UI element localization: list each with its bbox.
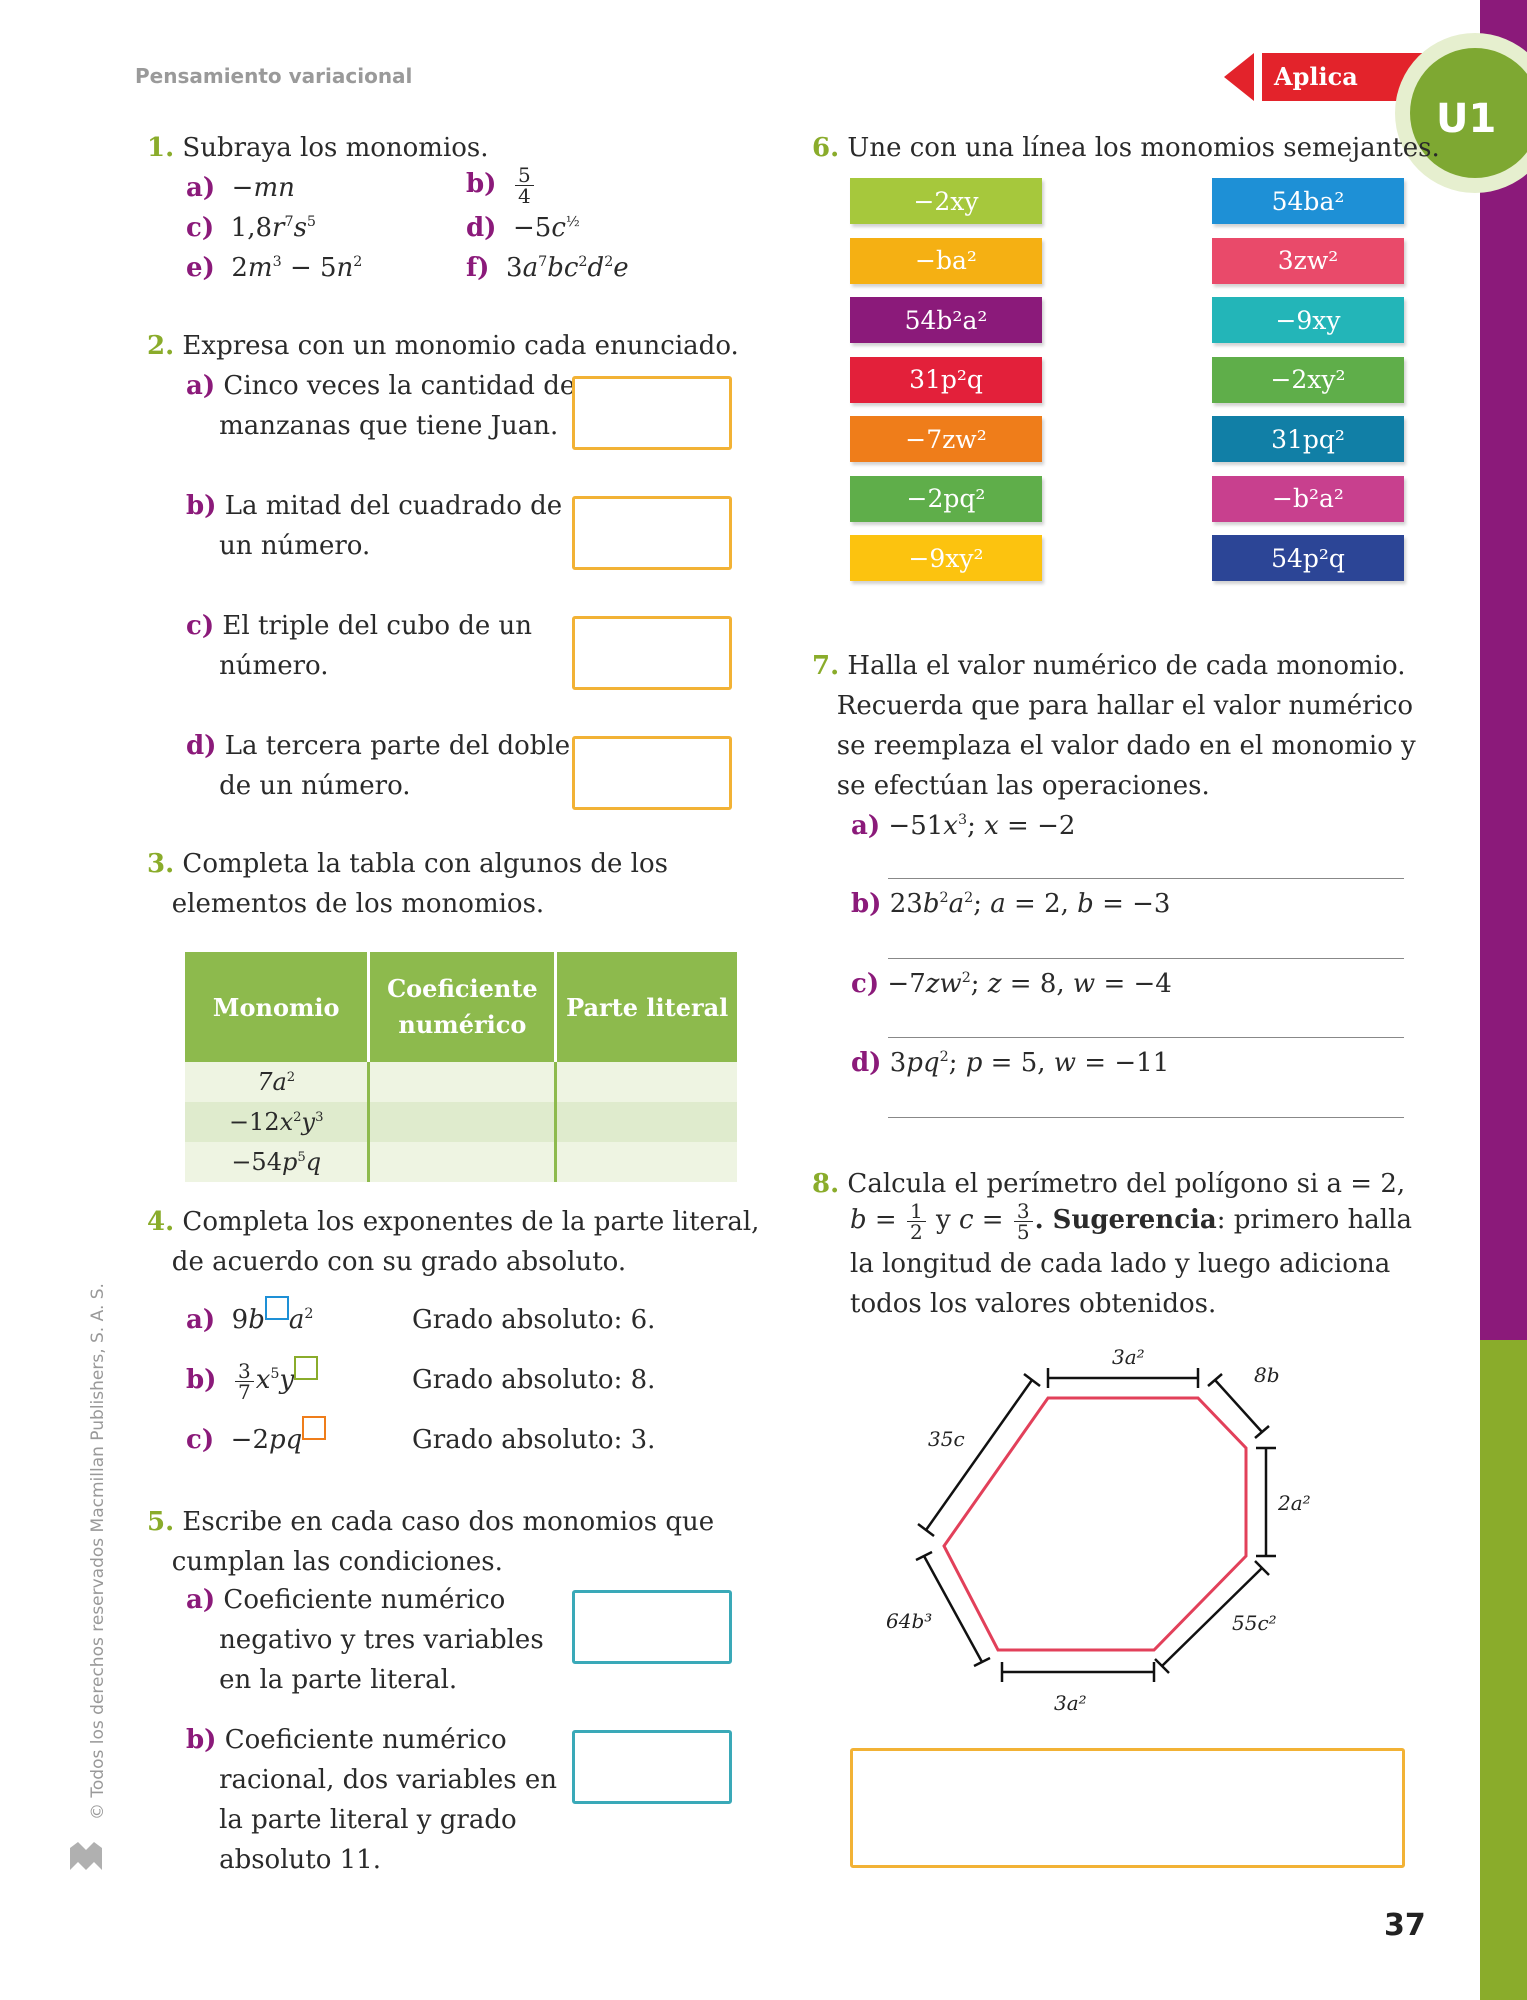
exponent-box[interactable] bbox=[265, 1296, 289, 1320]
ex7-item-b: b) $23b^2a^2$; a = 2, b = −3 bbox=[851, 889, 1171, 919]
monomial-chip-left[interactable]: 31p²q bbox=[850, 357, 1042, 403]
answer-box-5b[interactable] bbox=[572, 1730, 732, 1804]
table-header-coeficiente: Coeficiente numérico bbox=[369, 952, 556, 1062]
ex5-item-a: a) Coeficiente numérico negativo y tres variables en la parte literal. bbox=[186, 1585, 544, 1695]
ex1-item-e: e) $2m^3 - 5n^2$ bbox=[186, 253, 363, 283]
table-cell-input[interactable] bbox=[369, 1102, 556, 1142]
ex5-title: 5. Escribe en cada caso dos monomios que cumplan las condiciones. bbox=[147, 1507, 715, 1577]
ex5-item-b: b) Coeficiente numérico racional, dos variables en la parte literal y grado absoluto 11. bbox=[186, 1725, 558, 1875]
ex4-item-c: c) −2pq bbox=[186, 1420, 326, 1460]
publisher-logo-icon bbox=[68, 1840, 104, 1872]
ex3-title: 3. Completa la tabla con algunos de los elementos de los monomios. bbox=[147, 849, 668, 919]
monomial-chip-left[interactable]: −2xy bbox=[850, 178, 1042, 224]
monomial-chip-left[interactable]: −9xy² bbox=[850, 535, 1042, 581]
label-top-right: 8b bbox=[1254, 1363, 1280, 1387]
ex7-title: 7. Halla el valor numérico de cada monomio. Recuerda que para hallar el valor numérico se reemplaza el valor dado en el monomio y se efectúan las operaciones. bbox=[812, 651, 1416, 801]
answer-line-7b[interactable] bbox=[888, 958, 1404, 959]
exponent-box[interactable] bbox=[302, 1416, 326, 1440]
label-bottom-right: 55c² bbox=[1232, 1611, 1277, 1635]
aplica-tab-arrow bbox=[1224, 53, 1254, 101]
table-header-monomio: Monomio bbox=[185, 952, 369, 1062]
answer-box-5a[interactable] bbox=[572, 1590, 732, 1664]
label-right: 2a² bbox=[1278, 1491, 1311, 1515]
answer-box-2a[interactable] bbox=[572, 376, 732, 450]
table-header-parte-literal: Parte literal bbox=[566, 992, 729, 1022]
polygon-diagram bbox=[880, 1320, 1330, 1720]
ex1-title: 1. Subraya los monomios. bbox=[147, 133, 489, 163]
fraction: $\frac{5}{4}$ bbox=[515, 165, 534, 206]
monomial-chip-right[interactable]: −b²a² bbox=[1212, 476, 1404, 522]
ex4-item-a: a) 9b $a^2$ bbox=[186, 1300, 314, 1340]
table-cell-input[interactable] bbox=[369, 1142, 556, 1182]
ex4-title: 4. Completa los exponentes de la parte literal, de acuerdo con su grado absoluto. bbox=[147, 1207, 760, 1277]
answer-box-2d[interactable] bbox=[572, 736, 732, 810]
ex8-line4: todos los valores obtenidos. bbox=[850, 1289, 1217, 1319]
ex4-grade-a: Grado absoluto: 6. bbox=[412, 1305, 656, 1335]
answer-box-2b[interactable] bbox=[572, 496, 732, 570]
ex1-item-c: c) $1,8r^7s^5$ bbox=[186, 213, 317, 243]
label-bottom: 3a² bbox=[1054, 1691, 1087, 1715]
ex2-item-b: b) La mitad del cuadrado de un número. bbox=[186, 491, 563, 561]
ex8-line3: la longitud de cada lado y luego adiciona bbox=[850, 1249, 1391, 1279]
label-top-left: 35c bbox=[928, 1427, 965, 1451]
answer-line-7c[interactable] bbox=[888, 1037, 1404, 1038]
copyright-text: © Todos los derechos reservados Macmillan Publishers, S. A. S. bbox=[88, 1283, 108, 1820]
ex8-title: 8. Calcula el perímetro del polígono si a = 2, bbox=[812, 1169, 1406, 1199]
answer-line-7d[interactable] bbox=[888, 1117, 1404, 1118]
monomial-chip-left[interactable]: −2pq² bbox=[850, 476, 1042, 522]
polygon-shape bbox=[944, 1398, 1246, 1650]
ex2-item-c: c) El triple del cubo de un número. bbox=[186, 611, 533, 681]
label-bottom-left: 64b³ bbox=[886, 1609, 933, 1633]
ex4-grade-c: Grado absoluto: 3. bbox=[412, 1425, 656, 1455]
ex2-item-a: a) Cinco veces la cantidad de manzanas que tiene Juan. bbox=[186, 371, 576, 441]
ex8-line2: b = $\frac{1}{2}$ y c = $\frac{3}{5}$ . Sugerencia: primero halla bbox=[850, 1198, 1412, 1244]
aplica-tab-label: Aplica bbox=[1274, 62, 1358, 91]
monomial-chip-left[interactable]: −ba² bbox=[850, 238, 1042, 284]
ex2-title: 2. Expresa con un monomio cada enunciado. bbox=[147, 331, 739, 361]
monomial-chip-right[interactable]: 54p²q bbox=[1212, 535, 1404, 581]
ex1-item-b: b) $\frac{5}{4}$ bbox=[466, 164, 536, 206]
ex1-item-f: f) $3a^7bc^2d^2e$ bbox=[466, 253, 629, 283]
label-top: 3a² bbox=[1112, 1345, 1145, 1369]
table-cell-input[interactable] bbox=[369, 1062, 556, 1102]
section-title: Pensamiento variacional bbox=[135, 64, 413, 88]
ex1-item-a: a) −mn bbox=[186, 173, 295, 203]
table-row: $-12x^2y^3$ bbox=[185, 1102, 737, 1142]
ex1-item-d: $d) -5c^{\frac{1}{2}}$ bbox=[466, 213, 580, 243]
page-number: 37 bbox=[1384, 1908, 1426, 1943]
monomial-chip-right[interactable]: 3zw² bbox=[1212, 238, 1404, 284]
monomial-table bbox=[185, 952, 737, 1182]
unit-badge-label: U1 bbox=[1436, 96, 1497, 142]
table-row: $7a^2$ bbox=[185, 1062, 737, 1102]
ex6-title: 6. Une con una línea los monomios semejantes. bbox=[812, 133, 1440, 163]
monomial-chip-right[interactable]: 54ba² bbox=[1212, 178, 1404, 224]
answer-box-2c[interactable] bbox=[572, 616, 732, 690]
ex7-item-d: d) $3pq^2$; p = 5, w = −11 bbox=[851, 1048, 1170, 1078]
ex4-item-b: b) $\frac{3}{7}$ $x^5y$ bbox=[186, 1360, 318, 1402]
monomial-chip-left[interactable]: −7zw² bbox=[850, 416, 1042, 462]
answer-box-8[interactable] bbox=[850, 1748, 1405, 1868]
table-cell-input[interactable] bbox=[556, 1142, 737, 1182]
ex2-item-d: d) La tercera parte del doble de un número. bbox=[186, 731, 571, 801]
monomial-chip-right[interactable]: −9xy bbox=[1212, 297, 1404, 343]
ex4-grade-b: Grado absoluto: 8. bbox=[412, 1365, 656, 1395]
table-row: $-54p^5q$ bbox=[185, 1142, 737, 1182]
exponent-box[interactable] bbox=[294, 1356, 318, 1380]
monomial-chip-right[interactable]: 31pq² bbox=[1212, 416, 1404, 462]
monomial-chip-left[interactable]: 54b²a² bbox=[850, 297, 1042, 343]
edge-band-green bbox=[1480, 1340, 1527, 2000]
answer-line-7a[interactable] bbox=[888, 878, 1404, 879]
edge-band-magenta bbox=[1480, 0, 1527, 1340]
table-cell-input[interactable] bbox=[556, 1102, 737, 1142]
monomial-chip-right[interactable]: −2xy² bbox=[1212, 357, 1404, 403]
ex7-item-c: $c) -7zw^2$; z = 8, w = −4 bbox=[851, 969, 1172, 999]
table-cell-input[interactable] bbox=[556, 1062, 737, 1102]
ex7-item-a: $a) -51x^3$; x = −2 bbox=[851, 811, 1076, 841]
